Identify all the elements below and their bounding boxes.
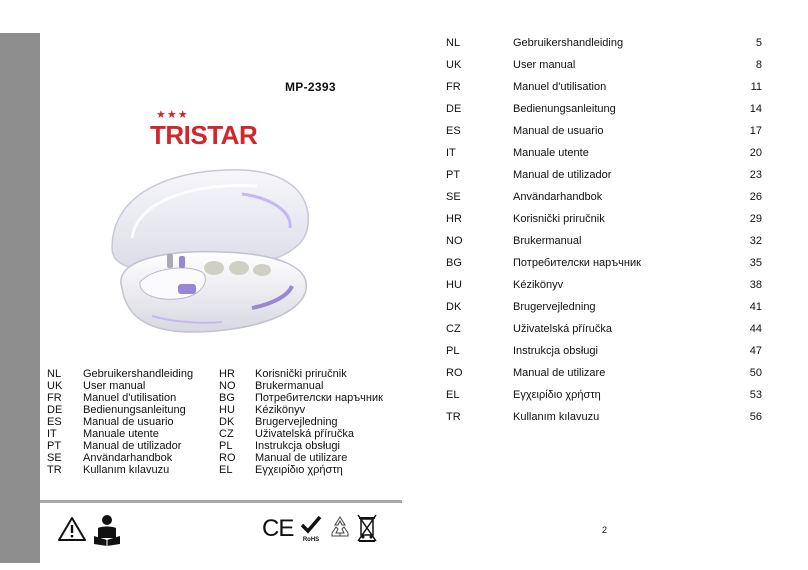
- toc-row: SE Användarhandbok 26: [446, 191, 762, 203]
- language-row: UK User manual: [47, 380, 146, 392]
- toc-row: DE Bedienungsanleitung 14: [446, 103, 762, 115]
- language-row: DK Brugervejledning: [219, 416, 338, 428]
- toc-row: IT Manuale utente 20: [446, 147, 762, 159]
- side-strip: [0, 33, 40, 563]
- toc-row: EL Εγχειρίδιο χρήστη 53: [446, 389, 762, 401]
- toc-row: NL Gebruikershandleiding 5: [446, 37, 762, 49]
- toc-row: HR Korisnički priručnik 29: [446, 213, 762, 225]
- language-row: RO Manual de utilizare: [219, 452, 348, 464]
- language-row: PL Instrukcja obsługi: [219, 440, 340, 452]
- toc-row: RO Manual de utilizare 50: [446, 367, 762, 379]
- toc-row: PT Manual de utilizador 23: [446, 169, 762, 181]
- language-row: IT Manuale utente: [47, 428, 159, 440]
- language-row: FR Manuel d'utilisation: [47, 392, 177, 404]
- page-number: 2: [602, 525, 608, 535]
- language-row: TR Kullanım kılavuzu: [47, 464, 170, 476]
- language-row: DE Bedienungsanleitung: [47, 404, 186, 416]
- model-number: MP-2393: [285, 80, 336, 94]
- language-row: CZ Uživatelská příručka: [219, 428, 355, 440]
- weee-bin-icon: [356, 513, 378, 543]
- toc-row: FR Manuel d'utilisation 11: [446, 81, 762, 93]
- language-row: BG Потребителски наръчник: [219, 392, 383, 404]
- toc-row: CZ Uživatelská příručka 44: [446, 323, 762, 335]
- language-row: SE Användarhandbok: [47, 452, 173, 464]
- language-row: EL Εγχειρίδιο χρήστη: [219, 464, 343, 476]
- toc-row: PL Instrukcja obsługi 47: [446, 345, 762, 357]
- brand-name: TRISTAR: [150, 120, 258, 150]
- language-row: HU Kézikönyv: [219, 404, 306, 416]
- language-row: NO Brukermanual: [219, 380, 324, 392]
- toc-row: HU Kézikönyv 38: [446, 279, 762, 291]
- rohs-icon: [298, 513, 324, 543]
- language-row: ES Manual de usuario: [47, 416, 174, 428]
- language-column-left: [47, 368, 193, 476]
- divider: [40, 500, 402, 503]
- toc-row: NO Brukermanual 32: [446, 235, 762, 247]
- language-row: PT Manual de utilizador: [47, 440, 182, 452]
- language-column-right: [219, 368, 383, 476]
- toc-row: UK User manual 8: [446, 59, 762, 71]
- recycle-icon: [328, 513, 352, 543]
- brand-logo: [150, 108, 290, 154]
- ce-mark-icon: CE: [262, 515, 294, 542]
- read-manual-icon: [92, 514, 122, 546]
- warning-icon: [58, 516, 86, 542]
- toc-row: TR Kullanım kılavuzu 56: [446, 411, 762, 423]
- toc-row: ES Manual de usuario 17: [446, 125, 762, 137]
- language-row: NL Gebruikershandleiding: [47, 368, 194, 380]
- rohs-label: RoHS: [302, 537, 320, 543]
- product-photo: [92, 168, 322, 358]
- language-row: HR Korisnički priručnik: [219, 368, 347, 380]
- toc-row: DK Brugervejledning 41: [446, 301, 762, 313]
- brand-stars: ★★★: [156, 109, 189, 121]
- toc-row: BG Потребителски наръчник 35: [446, 257, 762, 269]
